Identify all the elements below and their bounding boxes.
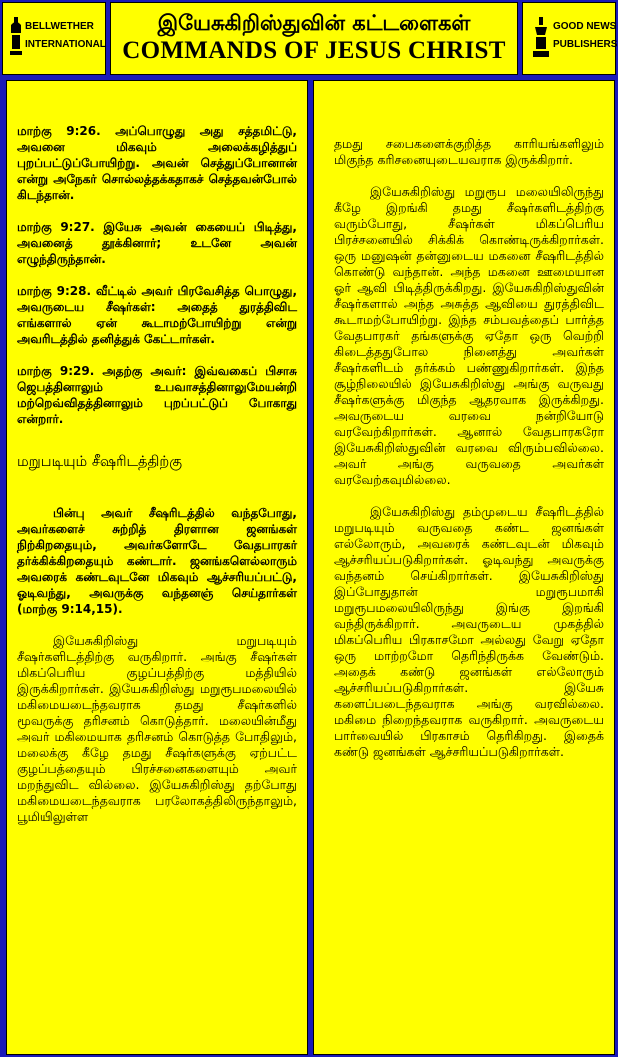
- bellwether-line2: INTERNATIONAL: [25, 39, 106, 50]
- bellwether-sheep-icon: [9, 17, 23, 57]
- verse-9-27: மாற்கு 9:27. இயேசு அவன் கையைப் பிடித்து, அவனைத் தூக்கினார்; உடனே அவன் எழுந்திருந்தான்.: [17, 220, 297, 266]
- verse-9-29: மாற்கு 9:29. அதற்கு அவர்: இவ்வகைப் பிசாசு ஜெபத்தினாலும் உபவாசத்தினாலுமேயன்றி மற்றெவ்விதத்தினாலும் புறப்பட்டுப் போகாது என்றார்.: [17, 364, 297, 426]
- bellwether-line1: BELLWETHER: [25, 21, 94, 32]
- body-paragraph-1: இயேசுகிறிஸ்து மறுபடியும் சீஷர்களிடத்திற்கு வருகிறார். அங்கு சீஷர்கள் மிகப்பெரிய குழப்பத்திற்கு மத்தியில் இருக்கிறார்கள். இயேசுகிறிஸ்து மறுரூபமலையில் மகிமையடைந்தவராக தமது சீஷர்களில் மூவருக்கு தரிசனம் கொடுத்தார். மலையின்மீது அவர் மகிமையாக தரிசனம் கொடுத்த போதிலும், மலைக்கு கீழே தமது சீஷர்களுக்கு ஏற்பட்ட குழப்பத்தையும் பிரச்சனைகளையும் அவர் மறந்துவிட வில்லை. இயேசுகிறிஸ்து தற்போது மகிமையடைந்தவராக பரலோகத்திலிருந்தாலும், பூமியிலுள்ள: [17, 633, 297, 824]
- verse-9-28: மாற்கு 9:28. வீட்டில் அவர் பிரவேசித்த பொழுது, அவருடைய சீஷர்கள்: அதைத் துரத்திவிட எங்களால் ஏன் கூடாமற்போயிற்று என்று அவரிடத்தில் தனித்துக் கேட்டார்கள்.: [17, 284, 297, 346]
- good-news-book-icon: [531, 17, 551, 59]
- good-news-line1: GOOD NEWS: [553, 21, 617, 32]
- body-paragraph-2: இயேசுகிறிஸ்து மறுரூப மலையிலிருந்து கீழே இறங்கி தமது சீஷர்களிடத்திற்கு வரும்போது, சீஷர்கள் மிகப்பெரிய பிரச்சனையில் சிக்கிக் கொண்டிருக்கிறார்கள். ஒரு மனுஷன் தன்னுடைய மகனை சீஷரிடத்தில் கொண்டு வந்தான். அந்த மகனை ஊமையான ஓர் ஆவி பிடித்திருக்கிறது. இயேசுகிறிஸ்துவின் சீஷர்களால் அந்த அசுத்த ஆவியை துரத்திவிட கூடாமற்போயிற்று. இந்த சம்பவத்தைப் பார்த்த வேதபாரகர் தங்களுக்கு ஏதோ ஒரு வெற்றி கிடைத்ததுபோல நினைத்து அவர்கள் சீஷர்களிடம் தர்க்கம் பண்ணுகிறார்கள். இந்த சூழ்நிலையில் இயேசுகிறிஸ்து அங்கு வருவது சீஷர்களுக்கு மிகுந்த ஆதரவாக இருக்கிறது. அவருடைய வரவை நன்றியோடு வரவேற்கிறார்கள். ஆனால் வேதபாரகரோ இயேசுகிறிஸ்துவின் வரவை விரும்பவில்லை. அவர் அங்கு வருவதை அவர்கள் வரவேற்கவுமில்லை.: [334, 184, 604, 487]
- title-english: COMMANDS OF JESUS CHRIST: [122, 37, 506, 64]
- title-banner: [110, 2, 518, 75]
- good-news-line2: PUBLISHERS: [553, 39, 618, 50]
- section-heading: மறுபடியும் சீஷரிடத்திற்கு: [17, 454, 183, 470]
- body-paragraph-3: இயேசுகிறிஸ்து தம்முடைய சீஷரிடத்தில் மறுபடியும் வருவதை கண்ட ஜனங்கள் எல்லோரும், அவரைக் கண்டவுடன் மிகவும் ஆச்சரியப்படுகிறார்கள். ஓடிவந்து அவருக்கு வந்தனம் செய்கிறார்கள். இயேசுகிறிஸ்து இப்போதுதான் மறுரூபமாகி மறுரூபமலையிலிருந்து இங்கு இறங்கி வந்திருக்கிறார். அவருடைய முகத்தில் மிகப்பெரிய பிரகாசமோ அல்லது வேறு ஏதோ ஒரு மாற்றமோ தெரிந்திருக்க வேண்டும். அதைக் கண்டு ஜனங்கள் எல்லோரும் ஆச்சரியப்படுகிறார்கள். இயேசு களைப்படைந்தவராக அங்கு வரவில்லை. மகிமை நிறைந்தவராக வருகிறார். அவருடைய பார்வையில் பிரகாசம் தெரிகிறது. இதைக் கண்டு ஜனங்கள் ஆச்சரியப்படுகிறார்கள்.: [334, 504, 604, 759]
- scripture-quote: பின்பு அவர் சீஷரிடத்தில் வந்தபோது, அவர்களைச் சுற்றித் திரளான ஜனங்கள் நிற்கிறதையும், அவர்களோடே வேதபாரகர் தர்க்கிக்கிறதையும் கண்டார். ஜனங்களெல்லாரும் அவரைக் கண்டவுடனே மிகவும் ஆச்சரியப்பட்டு, ஓடிவந்து, அவருக்கு வந்தனஞ் செய்தார்கள் (மாற்கு 9:14,15).: [17, 506, 297, 616]
- verse-9-26: மாற்கு 9:26. அப்பொழுது அது சத்தமிட்டு, அவனை மிகவும் அலைக்கழித்துப் புறப்பட்டுப்போயிற்று. அவன் செத்துப்போனான் என்று அநேகர் சொல்லத்தக்கதாகச் செத்தவன்போல் கிடந்தான்.: [17, 124, 297, 202]
- title-tamil: இயேசுகிறிஸ்துவின் கட்டளைகள்: [157, 11, 471, 35]
- body-paragraph-1-continued: தமது சபைகளைக்குறித்த காரியங்களிலும் மிகுந்த கரிசனையுடையவராக இருக்கிறார்.: [334, 136, 604, 167]
- bellwether-logo: [2, 2, 106, 75]
- right-column: [313, 80, 615, 1055]
- good-news-logo: [522, 2, 616, 75]
- left-column: [6, 80, 308, 1055]
